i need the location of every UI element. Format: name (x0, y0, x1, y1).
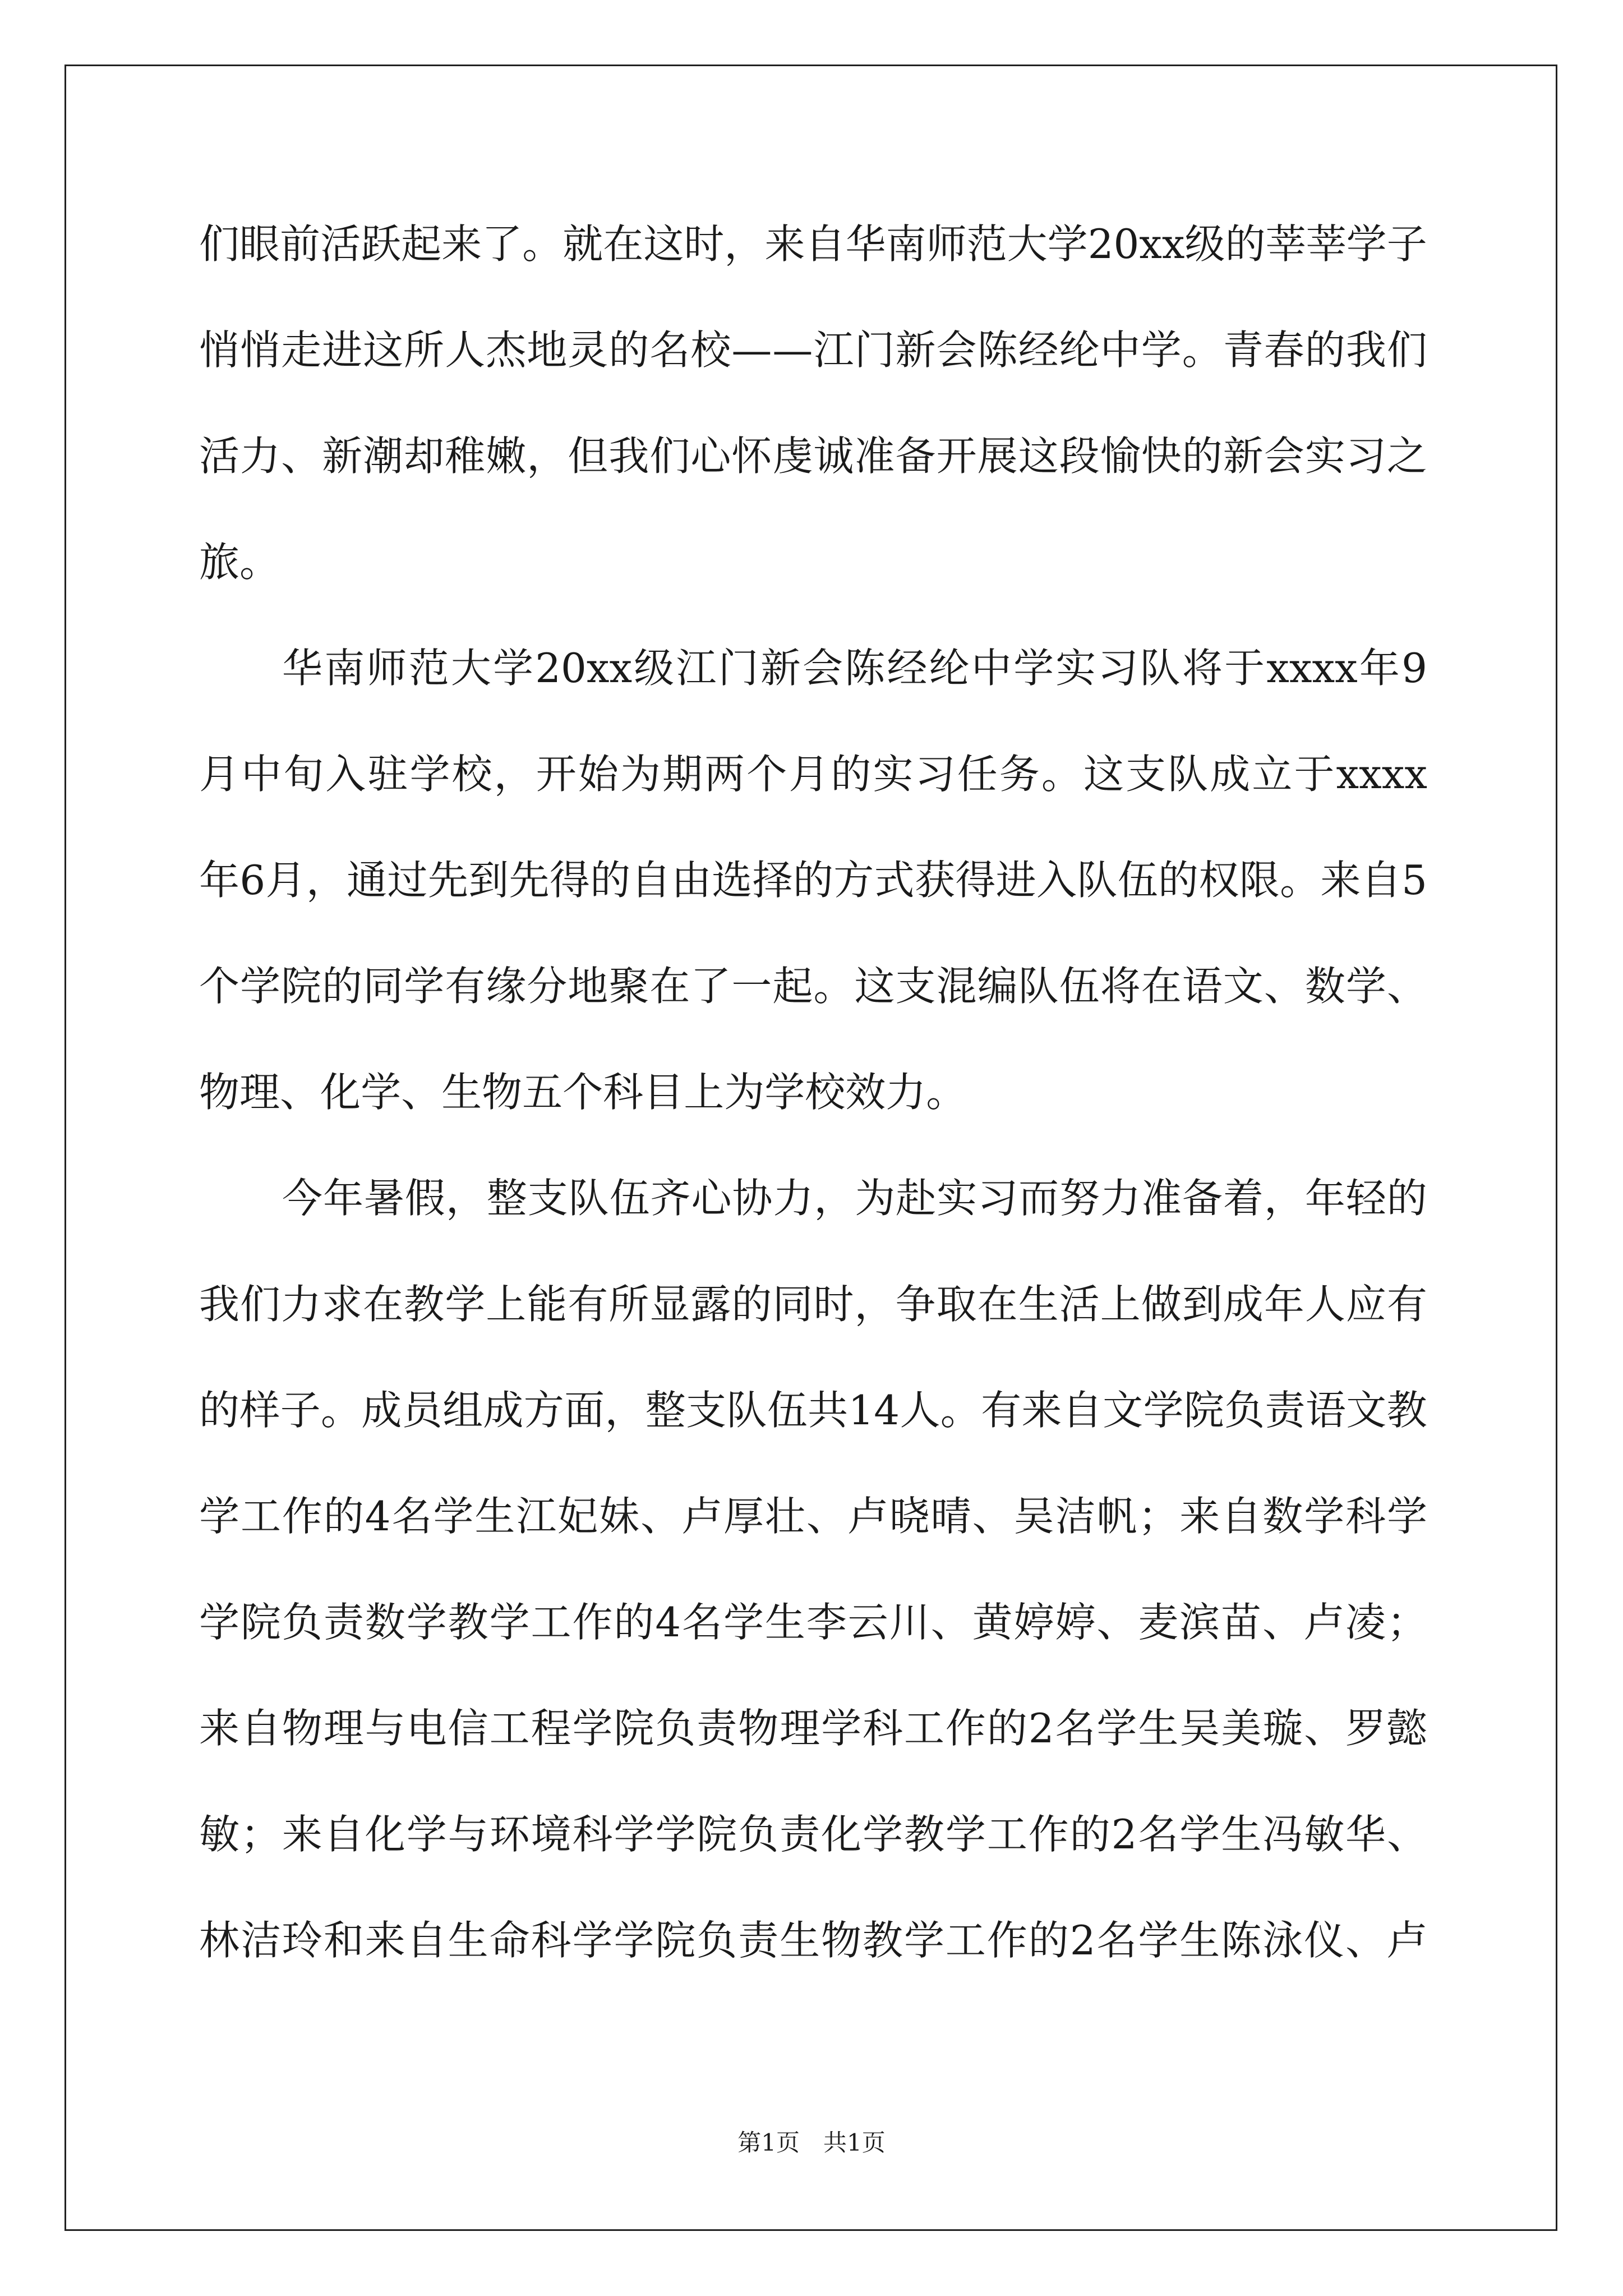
text-line: 学 院 负 责 数 学 教 学 工 作 的 4 名 学 生 李 云 川 、 黄 婷 婷 、 麦 滨 苗 、 卢 凌 ； (199, 1599, 1427, 1646)
text-line: 悄 悄 走 进 这 所 人 杰 地 灵 的 名 校 — — 江 门 新 会 陈 经 纶 中 学 。 青 春 的 我 们 (199, 326, 1427, 374)
text-line: 学 工 作 的 4 名 学 生 江 妃 妹 、 卢 厚 壮 、 卢 晓 晴 、 吴 洁 帆 ； 来 自 数 学 科 学 (199, 1493, 1427, 1540)
page-number: 第1页 (737, 2129, 800, 2156)
text-line: 今 年 暑 假 ， 整 支 队 伍 齐 心 协 力 ， 为 赴 实 习 而 努 力 准 备 着 ， 年 轻 的 (282, 1175, 1427, 1222)
page-footer (0, 2129, 1623, 2157)
text-line: 月 中 旬 入 驻 学 校 ， 开 始 为 期 两 个 月 的 实 习 任 务 。 这 支 队 成 立 于 xxxx (199, 751, 1427, 798)
text-line: 来 自 物 理 与 电 信 工 程 学 院 负 责 物 理 学 科 工 作 的 2 名 学 生 吴 美 璇 、 罗 懿 (199, 1705, 1427, 1752)
page-total: 共1页 (823, 2129, 886, 2156)
text-line: 年 6 月 ， 通 过 先 到 先 得 的 自 由 选 择 的 方 式 获 得 进 入 队 伍 的 权 限 。 来 自 5 (199, 857, 1427, 904)
text-line: 活 力 、 新 潮 却 稚 嫩 ， 但 我 们 心 怀 虔 诚 准 备 开 展 这 段 愉 快 的 新 会 实 习 之 (199, 432, 1427, 480)
text-line: 的 样 子 。 成 员 组 成 方 面 ， 整 支 队 伍 共 14 人 。 有 来 自 文 学 院 负 责 语 文 教 (199, 1387, 1427, 1434)
text-line: 华 南 师 范 大 学 20xx 级 江 门 新 会 陈 经 纶 中 学 实 习 队 将 于 xxxx 年 9 (282, 645, 1427, 692)
text-line: 林 洁 玲 和 来 自 生 命 科 学 学 院 负 责 生 物 教 学 工 作 的 2 名 学 生 陈 泳 仪 、 卢 (199, 1917, 1427, 1964)
text-line: 物 理 、 化 学 、 生 物 五 个 科 目 上 为 学 校 效 力 。 (199, 1069, 967, 1116)
document-body (199, 219, 1427, 2021)
text-line: 敏 ； 来 自 化 学 与 环 境 科 学 学 院 负 责 化 学 教 学 工 作 的 2 名 学 生 冯 敏 华 、 (199, 1811, 1427, 1858)
text-line: 个 学 院 的 同 学 有 缘 分 地 聚 在 了 一 起 。 这 支 混 编 队 伍 将 在 语 文 、 数 学 、 (199, 963, 1427, 1010)
text-line: 我 们 力 求 在 教 学 上 能 有 所 显 露 的 同 时 ， 争 取 在 生 活 上 做 到 成 年 人 应 有 (199, 1281, 1427, 1328)
text-line: 旅 。 (199, 539, 280, 586)
text-line: 们 眼 前 活 跃 起 来 了 。 就 在 这 时 ， 来 自 华 南 师 范 大 学 20xx 级 的 莘 莘 学 子 (199, 220, 1427, 268)
